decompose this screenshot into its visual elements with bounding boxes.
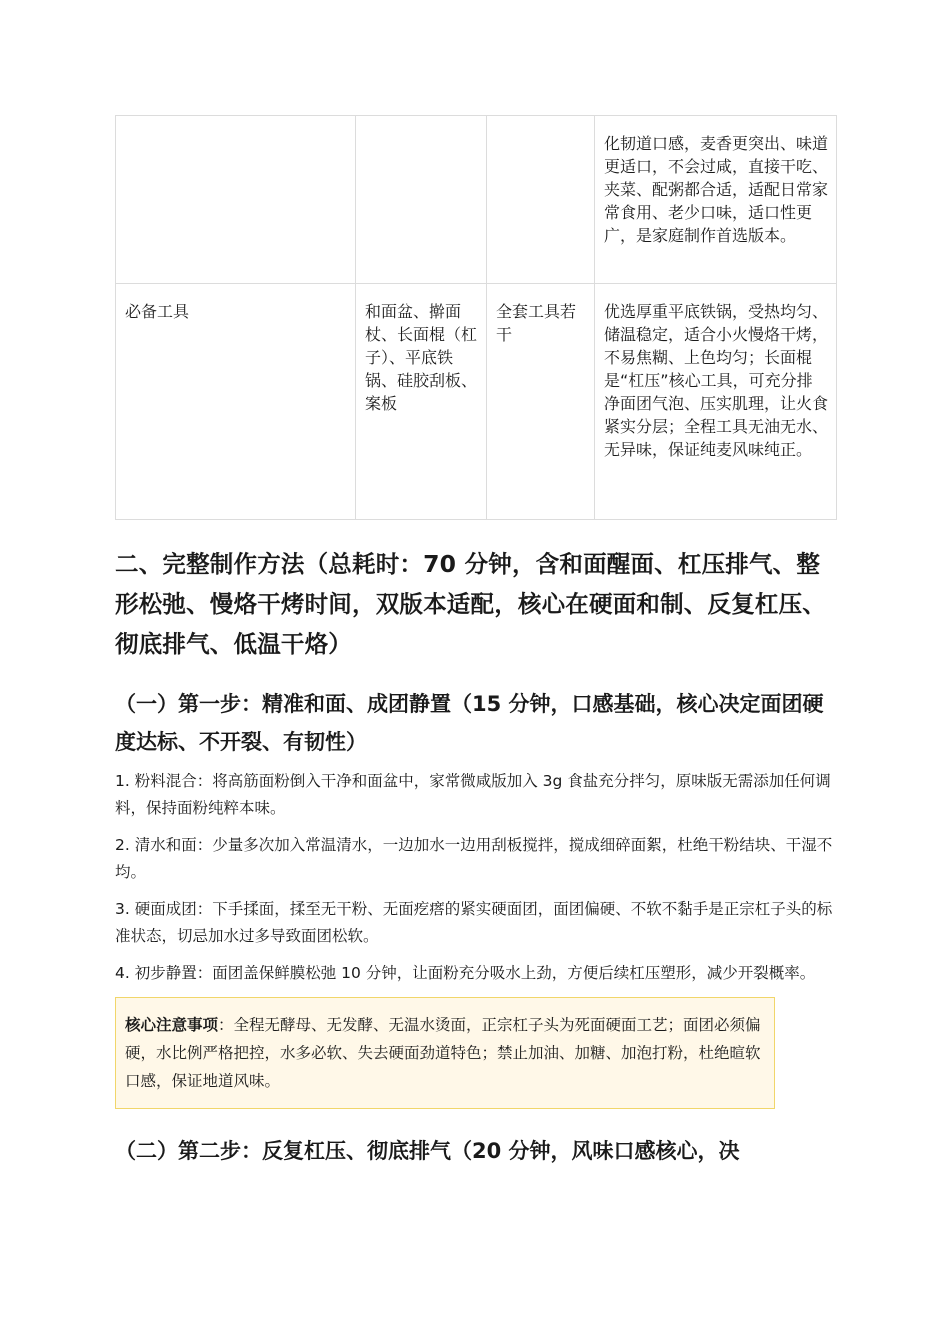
- list-item: 3. 硬面成团：下手揉面，揉至无干粉、无面疙瘩的紧实硬面团，面团偏硬、不软不黏手是正宗杠子头的标准状态，切忌加水过多导致面团松软。: [115, 900, 833, 945]
- tools-table: [115, 115, 837, 520]
- step-heading: （一）第一步：精准和面、成团静置（15 分钟，口感基础，核心决定面团硬度达标、不开裂、有韧性）: [115, 692, 824, 754]
- table-cell: 全套工具若干: [487, 284, 595, 520]
- list-item: 4. 初步静置：面团盖保鲜膜松弛 10 分钟，让面粉充分吸水上劲，方便后续杠压塑形，减少开裂概率。: [115, 964, 816, 982]
- note-label: 核心注意事项: [125, 1016, 219, 1034]
- table-cell: [116, 116, 356, 284]
- document-page: [115, 115, 835, 1170]
- table-cell: [487, 116, 595, 284]
- table-cell: 优选厚重平底铁锅，受热均匀、储温稳定，适合小火慢烙干烤，不易焦糊、上色均匀；长面棍是“杠压”核心工具，可充分排净面团气泡、压实肌理，让火食紧实分层；全程工具无油无水、无异味，保证纯麦风味纯正。: [595, 284, 837, 520]
- table-cell: 化韧道口感，麦香更突出、味道更适口，不会过咸，直接干吃、夹菜、配粥都合适，适配日常家常食用、老少口味，适口性更广，是家庭制作首选版本。: [595, 116, 837, 284]
- note-text: ：全程无酵母、无发酵、无温水烫面，正宗杠子头为死面硬面工艺；面团必须偏硬，水比例严格把控，水多必软、失去硬面劲道特色；禁止加油、加糖、加泡打粉，杜绝暄软口感，保证地道风味。: [125, 1016, 761, 1090]
- note-box: [115, 997, 775, 1109]
- table-row: [116, 284, 837, 520]
- step-heading: （二）第二步：反复杠压、彻底排气（20 分钟，风味口感核心，决: [115, 1139, 740, 1163]
- table-cell: 和面盆、擀面杖、长面棍（杠子）、平底铁锅、硅胶刮板、案板: [356, 284, 487, 520]
- step-list: [115, 768, 835, 987]
- table-cell: 必备工具: [116, 284, 356, 520]
- table-cell: [356, 116, 487, 284]
- table-row: [116, 116, 837, 284]
- list-item: 2. 清水和面：少量多次加入常温清水，一边加水一边用刮板搅拌，搅成细碎面絮，杜绝干粉结块、干湿不均。: [115, 836, 833, 881]
- section-heading: 二、完整制作方法（总耗时：70 分钟，含和面醒面、杠压排气、整形松弛、慢烙干烤时间，双版本适配，核心在硬面和制、反复杠压、彻底排气、低温干烙）: [115, 550, 826, 658]
- list-item: 1. 粉料混合：将高筋面粉倒入干净和面盆中，家常微咸版加入 3g 食盐充分拌匀，原味版无需添加任何调料，保持面粉纯粹本味。: [115, 772, 831, 817]
